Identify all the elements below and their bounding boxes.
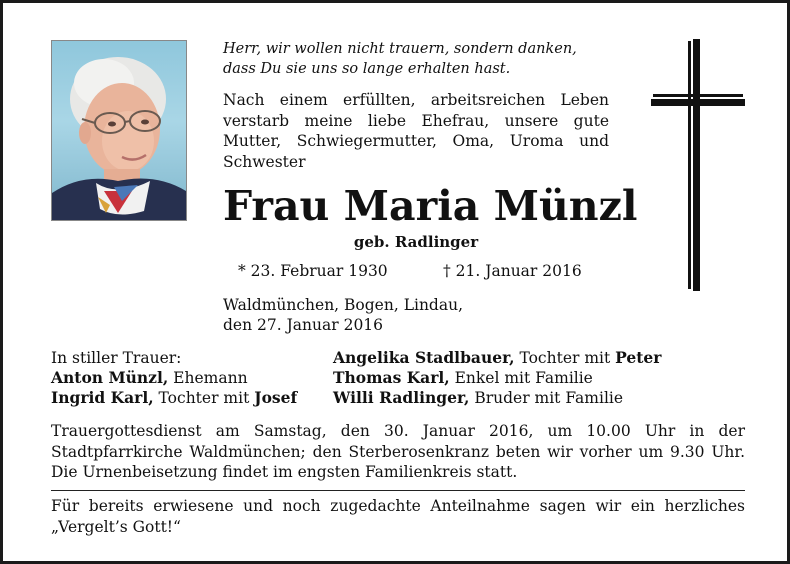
places-line: Waldmünchen, Bogen, Lindau,	[223, 296, 464, 314]
mourner-relation: Tochter mit	[514, 349, 616, 367]
mourner-entry	[51, 388, 297, 408]
quote-line-2: dass Du sie uns so lange erhalten hast.	[223, 61, 511, 77]
mourner-relation: Ehemann	[168, 369, 248, 387]
deceased-name: Frau Maria Münzl	[223, 182, 638, 230]
funeral-service-text: Trauergottesdienst am Samstag, den 30. Januar 2016, um 10.00 Uhr in der Stadtpfarrkirche Waldmünchen; den Sterberosenkranz beten wir vorher um 9.30 Uhr. Die Urnenbeisetzung findet im engsten Familienkreis statt.	[51, 422, 745, 481]
mourner-entry	[51, 368, 297, 388]
portrait-illustration	[52, 41, 186, 220]
birth-name: geb. Radlinger	[353, 233, 479, 251]
mourner-relation: Tochter mit	[153, 389, 255, 407]
mourners-column-left	[51, 348, 297, 408]
mourner-entry	[333, 348, 661, 368]
portrait-photo	[51, 40, 187, 221]
mourner-name: Thomas Karl,	[333, 368, 450, 387]
birth-date: * 23. Februar 1930	[238, 262, 388, 280]
mourner-relation: Bruder mit Familie	[469, 389, 624, 407]
mourner-relation: Enkel mit Familie	[449, 369, 593, 387]
mourner-name: Anton Münzl,	[51, 368, 169, 387]
mourners-column-right	[333, 348, 661, 408]
intro-text: Nach einem erfüllten, arbeitsreichen Leben verstarb meine liebe Ehefrau, unsere gute Mutter, Schwiegermutter, Oma, Uroma und Schwester	[223, 91, 609, 171]
opening-quote	[223, 39, 623, 79]
notice-date: den 27. Januar 2016	[223, 316, 384, 334]
mourner-entry	[333, 368, 661, 388]
thanks-text: Für bereits erwiesene und noch zugedachte Anteilnahme sagen wir ein herzliches „Vergelt’s Gott!“	[51, 497, 745, 536]
divider-line	[51, 490, 745, 491]
mourner-entry	[333, 388, 661, 408]
mourner-name: Ingrid Karl,	[51, 388, 154, 407]
mourners-heading: In stiller Trauer:	[51, 349, 182, 367]
quote-line-1: Herr, wir wollen nicht trauern, sondern danken,	[223, 41, 577, 57]
places-and-date	[223, 295, 603, 335]
mourner-partner: Peter	[615, 348, 662, 367]
death-date: † 21. Januar 2016	[443, 262, 582, 280]
mourner-partner: Josef	[254, 388, 298, 407]
mourner-name: Angelika Stadlbauer,	[333, 348, 515, 367]
cross-icon	[651, 39, 745, 291]
mourner-name: Willi Radlinger,	[333, 388, 470, 407]
